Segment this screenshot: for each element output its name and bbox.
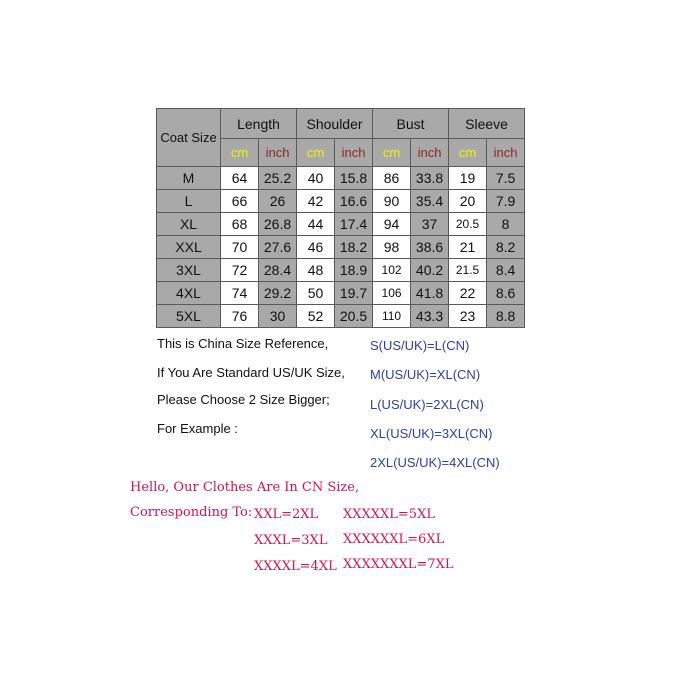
size-label: M <box>157 167 221 190</box>
inch-unit-label: inch <box>487 139 525 167</box>
size-label: XL <box>157 213 221 236</box>
cm-unit-label: cm <box>373 139 411 167</box>
inch-value: 16.6 <box>335 190 373 213</box>
cm-value: 74 <box>221 282 259 305</box>
cm-unit-label: cm <box>449 139 487 167</box>
note-line: If You Are Standard US/UK Size, <box>157 365 345 380</box>
example-line: XL(US/UK)=3XL(CN) <box>370 426 493 441</box>
note-line: Please Choose 2 Size Bigger; <box>157 392 330 407</box>
inch-value: 8.6 <box>487 282 525 305</box>
cm-value: 23 <box>449 305 487 328</box>
table-row <box>157 190 525 213</box>
size-label: 5XL <box>157 305 221 328</box>
inch-value: 43.3 <box>411 305 449 328</box>
inch-value: 8.8 <box>487 305 525 328</box>
example-line: S(US/UK)=L(CN) <box>370 338 470 353</box>
inch-value: 40.2 <box>411 259 449 282</box>
inch-value: 15.8 <box>335 167 373 190</box>
table-row <box>157 282 525 305</box>
inch-value: 35.4 <box>411 190 449 213</box>
cm-value: 68 <box>221 213 259 236</box>
cm-value: 21 <box>449 236 487 259</box>
inch-unit-label: inch <box>259 139 297 167</box>
inch-value: 30 <box>259 305 297 328</box>
inch-value: 25.2 <box>259 167 297 190</box>
size-label: 3XL <box>157 259 221 282</box>
inch-value: 7.5 <box>487 167 525 190</box>
cm-value: 110 <box>373 305 411 328</box>
cm-value: 72 <box>221 259 259 282</box>
cm-value: 102 <box>373 259 411 282</box>
table-row <box>157 305 525 328</box>
cm-value: 76 <box>221 305 259 328</box>
table-row <box>157 167 525 190</box>
cm-value: 86 <box>373 167 411 190</box>
size-chart-table <box>156 108 525 328</box>
cm-unit-label: cm <box>297 139 335 167</box>
inch-value: 29.2 <box>259 282 297 305</box>
inch-value: 7.9 <box>487 190 525 213</box>
inch-value: 37 <box>411 213 449 236</box>
cn-mapping: XXXXL=4XL <box>254 559 337 574</box>
cm-value: 21.5 <box>449 259 487 282</box>
example-line: M(US/UK)=XL(CN) <box>370 367 481 382</box>
cm-unit-label: cm <box>221 139 259 167</box>
cm-value: 70 <box>221 236 259 259</box>
cm-value: 20 <box>449 190 487 213</box>
table-row <box>157 236 525 259</box>
cn-mapping: XXXXXXL=6XL <box>343 532 445 547</box>
inch-value: 19.7 <box>335 282 373 305</box>
cm-value: 52 <box>297 305 335 328</box>
inch-value: 27.6 <box>259 236 297 259</box>
sleeve-header: Sleeve <box>449 109 525 139</box>
inch-value: 26 <box>259 190 297 213</box>
inch-value: 28.4 <box>259 259 297 282</box>
cn-notice-line2: Corresponding To: <box>130 505 253 520</box>
cn-mapping: XXXXXL=5XL <box>343 507 435 522</box>
inch-value: 38.6 <box>411 236 449 259</box>
inch-value: 8.2 <box>487 236 525 259</box>
table-row <box>157 213 525 236</box>
cm-value: 46 <box>297 236 335 259</box>
inch-value: 18.2 <box>335 236 373 259</box>
size-label: 4XL <box>157 282 221 305</box>
inch-unit-label: inch <box>335 139 373 167</box>
cm-value: 98 <box>373 236 411 259</box>
example-line: 2XL(US/UK)=4XL(CN) <box>370 455 500 470</box>
inch-value: 33.8 <box>411 167 449 190</box>
cm-value: 20.5 <box>449 213 487 236</box>
inch-unit-label: inch <box>411 139 449 167</box>
cm-value: 64 <box>221 167 259 190</box>
inch-value: 41.8 <box>411 282 449 305</box>
table-row <box>157 259 525 282</box>
cm-value: 90 <box>373 190 411 213</box>
cm-value: 40 <box>297 167 335 190</box>
size-label: L <box>157 190 221 213</box>
cm-value: 42 <box>297 190 335 213</box>
inch-value: 18.9 <box>335 259 373 282</box>
note-line: For Example : <box>157 421 238 436</box>
cn-mapping: XXL=2XL <box>254 507 319 522</box>
cn-notice-line1: Hello, Our Clothes Are In CN Size, <box>130 480 360 495</box>
cn-mapping: XXXXXXXL=7XL <box>343 557 454 572</box>
cm-value: 66 <box>221 190 259 213</box>
note-line: This is China Size Reference, <box>157 336 329 351</box>
shoulder-header: Shoulder <box>297 109 373 139</box>
length-header: Length <box>221 109 297 139</box>
cm-value: 106 <box>373 282 411 305</box>
example-line: L(US/UK)=2XL(CN) <box>370 397 484 412</box>
cm-value: 50 <box>297 282 335 305</box>
inch-value: 26.8 <box>259 213 297 236</box>
inch-value: 17.4 <box>335 213 373 236</box>
cn-mapping: XXXL=3XL <box>254 533 328 548</box>
coat-size-header: Coat Size <box>157 109 221 167</box>
bust-header: Bust <box>373 109 449 139</box>
inch-value: 20.5 <box>335 305 373 328</box>
cm-value: 48 <box>297 259 335 282</box>
cm-value: 22 <box>449 282 487 305</box>
inch-value: 8 <box>487 213 525 236</box>
size-label: XXL <box>157 236 221 259</box>
inch-value: 8.4 <box>487 259 525 282</box>
cm-value: 19 <box>449 167 487 190</box>
cm-value: 44 <box>297 213 335 236</box>
cm-value: 94 <box>373 213 411 236</box>
